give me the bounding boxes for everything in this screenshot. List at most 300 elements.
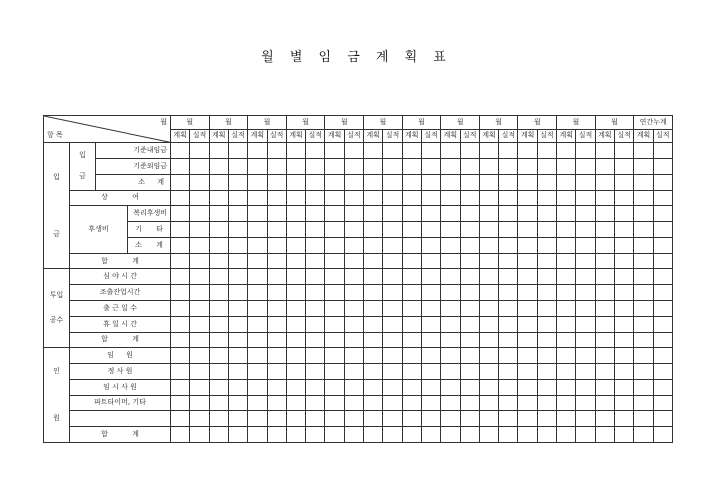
plan-cell[interactable]	[441, 427, 460, 443]
actual-cell[interactable]	[615, 159, 634, 175]
actual-cell[interactable]	[537, 411, 556, 427]
actual-cell[interactable]	[190, 411, 209, 427]
actual-cell[interactable]	[344, 427, 363, 443]
actual-cell[interactable]	[267, 237, 286, 253]
actual-cell[interactable]	[306, 237, 325, 253]
plan-cell[interactable]	[557, 237, 576, 253]
plan-cell[interactable]	[171, 253, 190, 269]
plan-cell[interactable]	[402, 253, 421, 269]
plan-cell[interactable]	[441, 206, 460, 222]
plan-cell[interactable]	[402, 364, 421, 380]
actual-cell[interactable]	[460, 379, 479, 395]
plan-cell[interactable]	[557, 253, 576, 269]
actual-cell[interactable]	[460, 143, 479, 159]
actual-cell[interactable]	[267, 174, 286, 190]
actual-cell[interactable]	[460, 269, 479, 285]
actual-cell[interactable]	[228, 143, 247, 159]
actual-cell[interactable]	[383, 427, 402, 443]
actual-cell[interactable]	[576, 253, 595, 269]
plan-cell[interactable]	[248, 316, 267, 332]
plan-cell[interactable]	[286, 159, 305, 175]
plan-cell[interactable]	[171, 285, 190, 301]
plan-cell[interactable]	[595, 269, 614, 285]
plan-cell[interactable]	[364, 237, 383, 253]
plan-cell[interactable]	[518, 427, 537, 443]
actual-cell[interactable]	[499, 269, 518, 285]
actual-cell[interactable]	[421, 427, 440, 443]
actual-cell[interactable]	[344, 300, 363, 316]
actual-cell[interactable]	[537, 190, 556, 206]
actual-cell[interactable]	[537, 269, 556, 285]
actual-cell[interactable]	[383, 348, 402, 364]
plan-cell[interactable]	[518, 253, 537, 269]
plan-cell[interactable]	[402, 206, 421, 222]
actual-cell[interactable]	[228, 332, 247, 348]
plan-cell[interactable]	[402, 300, 421, 316]
plan-cell[interactable]	[595, 174, 614, 190]
plan-cell[interactable]	[364, 395, 383, 411]
actual-cell[interactable]	[190, 269, 209, 285]
actual-cell[interactable]	[537, 332, 556, 348]
plan-cell[interactable]	[286, 190, 305, 206]
plan-cell[interactable]	[479, 190, 498, 206]
plan-cell[interactable]	[325, 159, 344, 175]
plan-cell[interactable]	[364, 206, 383, 222]
actual-cell[interactable]	[499, 316, 518, 332]
actual-cell[interactable]	[306, 285, 325, 301]
plan-cell[interactable]	[171, 364, 190, 380]
actual-cell[interactable]	[190, 348, 209, 364]
plan-cell[interactable]	[248, 237, 267, 253]
actual-cell[interactable]	[228, 159, 247, 175]
actual-cell[interactable]	[615, 253, 634, 269]
plan-cell[interactable]	[364, 285, 383, 301]
actual-cell[interactable]	[653, 159, 672, 175]
plan-cell[interactable]	[209, 395, 228, 411]
plan-cell[interactable]	[325, 427, 344, 443]
plan-cell[interactable]	[248, 364, 267, 380]
actual-cell[interactable]	[267, 316, 286, 332]
actual-cell[interactable]	[383, 174, 402, 190]
plan-cell[interactable]	[557, 174, 576, 190]
actual-cell[interactable]	[228, 174, 247, 190]
actual-cell[interactable]	[267, 411, 286, 427]
actual-cell[interactable]	[383, 316, 402, 332]
plan-cell[interactable]	[479, 332, 498, 348]
actual-cell[interactable]	[383, 285, 402, 301]
plan-cell[interactable]	[518, 316, 537, 332]
plan-cell[interactable]	[286, 174, 305, 190]
actual-cell[interactable]	[653, 348, 672, 364]
plan-cell[interactable]	[286, 222, 305, 238]
plan-cell[interactable]	[286, 332, 305, 348]
plan-cell[interactable]	[209, 222, 228, 238]
actual-cell[interactable]	[653, 143, 672, 159]
actual-cell[interactable]	[306, 316, 325, 332]
actual-cell[interactable]	[421, 332, 440, 348]
actual-cell[interactable]	[576, 237, 595, 253]
plan-cell[interactable]	[364, 222, 383, 238]
plan-cell[interactable]	[441, 190, 460, 206]
plan-cell[interactable]	[402, 348, 421, 364]
actual-cell[interactable]	[344, 379, 363, 395]
plan-cell[interactable]	[441, 237, 460, 253]
actual-cell[interactable]	[421, 316, 440, 332]
actual-cell[interactable]	[576, 379, 595, 395]
actual-cell[interactable]	[653, 332, 672, 348]
actual-cell[interactable]	[460, 237, 479, 253]
actual-cell[interactable]	[190, 300, 209, 316]
actual-cell[interactable]	[499, 206, 518, 222]
actual-cell[interactable]	[537, 348, 556, 364]
plan-cell[interactable]	[479, 253, 498, 269]
plan-cell[interactable]	[557, 285, 576, 301]
actual-cell[interactable]	[267, 395, 286, 411]
actual-cell[interactable]	[306, 300, 325, 316]
plan-cell[interactable]	[518, 395, 537, 411]
plan-cell[interactable]	[402, 174, 421, 190]
plan-cell[interactable]	[518, 237, 537, 253]
actual-cell[interactable]	[460, 159, 479, 175]
actual-cell[interactable]	[615, 427, 634, 443]
actual-cell[interactable]	[576, 348, 595, 364]
actual-cell[interactable]	[653, 190, 672, 206]
actual-cell[interactable]	[383, 206, 402, 222]
actual-cell[interactable]	[228, 348, 247, 364]
plan-cell[interactable]	[595, 411, 614, 427]
actual-cell[interactable]	[653, 411, 672, 427]
plan-cell[interactable]	[325, 285, 344, 301]
plan-cell[interactable]	[325, 300, 344, 316]
actual-cell[interactable]	[421, 237, 440, 253]
plan-cell[interactable]	[171, 427, 190, 443]
plan-cell[interactable]	[634, 348, 653, 364]
plan-cell[interactable]	[286, 379, 305, 395]
actual-cell[interactable]	[499, 379, 518, 395]
actual-cell[interactable]	[306, 190, 325, 206]
actual-cell[interactable]	[306, 174, 325, 190]
plan-cell[interactable]	[479, 174, 498, 190]
actual-cell[interactable]	[460, 348, 479, 364]
actual-cell[interactable]	[190, 143, 209, 159]
plan-cell[interactable]	[402, 427, 421, 443]
plan-cell[interactable]	[557, 332, 576, 348]
plan-cell[interactable]	[557, 190, 576, 206]
plan-cell[interactable]	[479, 364, 498, 380]
actual-cell[interactable]	[421, 190, 440, 206]
plan-cell[interactable]	[557, 348, 576, 364]
actual-cell[interactable]	[344, 174, 363, 190]
plan-cell[interactable]	[441, 285, 460, 301]
plan-cell[interactable]	[325, 174, 344, 190]
plan-cell[interactable]	[518, 269, 537, 285]
actual-cell[interactable]	[615, 222, 634, 238]
actual-cell[interactable]	[576, 222, 595, 238]
plan-cell[interactable]	[248, 143, 267, 159]
plan-cell[interactable]	[248, 411, 267, 427]
actual-cell[interactable]	[190, 285, 209, 301]
plan-cell[interactable]	[634, 364, 653, 380]
plan-cell[interactable]	[171, 143, 190, 159]
actual-cell[interactable]	[460, 174, 479, 190]
actual-cell[interactable]	[576, 411, 595, 427]
actual-cell[interactable]	[190, 190, 209, 206]
plan-cell[interactable]	[286, 206, 305, 222]
plan-cell[interactable]	[557, 143, 576, 159]
plan-cell[interactable]	[595, 285, 614, 301]
plan-cell[interactable]	[518, 159, 537, 175]
plan-cell[interactable]	[518, 143, 537, 159]
plan-cell[interactable]	[402, 285, 421, 301]
plan-cell[interactable]	[286, 348, 305, 364]
actual-cell[interactable]	[190, 237, 209, 253]
plan-cell[interactable]	[518, 300, 537, 316]
plan-cell[interactable]	[518, 364, 537, 380]
actual-cell[interactable]	[267, 332, 286, 348]
plan-cell[interactable]	[518, 332, 537, 348]
plan-cell[interactable]	[171, 237, 190, 253]
actual-cell[interactable]	[421, 222, 440, 238]
actual-cell[interactable]	[306, 269, 325, 285]
plan-cell[interactable]	[402, 411, 421, 427]
plan-cell[interactable]	[479, 143, 498, 159]
plan-cell[interactable]	[209, 285, 228, 301]
actual-cell[interactable]	[228, 222, 247, 238]
plan-cell[interactable]	[595, 332, 614, 348]
actual-cell[interactable]	[499, 143, 518, 159]
plan-cell[interactable]	[634, 159, 653, 175]
plan-cell[interactable]	[634, 237, 653, 253]
actual-cell[interactable]	[499, 285, 518, 301]
actual-cell[interactable]	[653, 379, 672, 395]
plan-cell[interactable]	[209, 174, 228, 190]
plan-cell[interactable]	[364, 411, 383, 427]
plan-cell[interactable]	[325, 269, 344, 285]
plan-cell[interactable]	[441, 143, 460, 159]
actual-cell[interactable]	[421, 395, 440, 411]
actual-cell[interactable]	[576, 316, 595, 332]
actual-cell[interactable]	[460, 316, 479, 332]
actual-cell[interactable]	[499, 222, 518, 238]
actual-cell[interactable]	[460, 253, 479, 269]
plan-cell[interactable]	[286, 143, 305, 159]
plan-cell[interactable]	[557, 395, 576, 411]
actual-cell[interactable]	[421, 253, 440, 269]
actual-cell[interactable]	[537, 253, 556, 269]
actual-cell[interactable]	[653, 395, 672, 411]
plan-cell[interactable]	[364, 143, 383, 159]
actual-cell[interactable]	[653, 285, 672, 301]
plan-cell[interactable]	[286, 316, 305, 332]
actual-cell[interactable]	[383, 143, 402, 159]
plan-cell[interactable]	[518, 348, 537, 364]
plan-cell[interactable]	[557, 427, 576, 443]
actual-cell[interactable]	[576, 364, 595, 380]
actual-cell[interactable]	[421, 143, 440, 159]
plan-cell[interactable]	[518, 174, 537, 190]
plan-cell[interactable]	[325, 143, 344, 159]
plan-cell[interactable]	[634, 379, 653, 395]
actual-cell[interactable]	[537, 364, 556, 380]
plan-cell[interactable]	[634, 253, 653, 269]
plan-cell[interactable]	[634, 427, 653, 443]
actual-cell[interactable]	[576, 395, 595, 411]
plan-cell[interactable]	[364, 427, 383, 443]
actual-cell[interactable]	[615, 285, 634, 301]
actual-cell[interactable]	[190, 379, 209, 395]
actual-cell[interactable]	[615, 411, 634, 427]
actual-cell[interactable]	[344, 237, 363, 253]
actual-cell[interactable]	[653, 427, 672, 443]
plan-cell[interactable]	[402, 190, 421, 206]
plan-cell[interactable]	[441, 379, 460, 395]
actual-cell[interactable]	[228, 427, 247, 443]
actual-cell[interactable]	[576, 300, 595, 316]
actual-cell[interactable]	[267, 427, 286, 443]
plan-cell[interactable]	[209, 379, 228, 395]
plan-cell[interactable]	[171, 316, 190, 332]
actual-cell[interactable]	[576, 285, 595, 301]
plan-cell[interactable]	[479, 206, 498, 222]
actual-cell[interactable]	[537, 237, 556, 253]
plan-cell[interactable]	[325, 222, 344, 238]
actual-cell[interactable]	[344, 143, 363, 159]
actual-cell[interactable]	[653, 300, 672, 316]
plan-cell[interactable]	[171, 222, 190, 238]
plan-cell[interactable]	[441, 395, 460, 411]
plan-cell[interactable]	[402, 237, 421, 253]
actual-cell[interactable]	[306, 206, 325, 222]
actual-cell[interactable]	[228, 395, 247, 411]
actual-cell[interactable]	[615, 332, 634, 348]
plan-cell[interactable]	[441, 174, 460, 190]
actual-cell[interactable]	[499, 174, 518, 190]
actual-cell[interactable]	[306, 395, 325, 411]
plan-cell[interactable]	[209, 237, 228, 253]
plan-cell[interactable]	[441, 300, 460, 316]
plan-cell[interactable]	[634, 395, 653, 411]
plan-cell[interactable]	[364, 269, 383, 285]
plan-cell[interactable]	[248, 427, 267, 443]
actual-cell[interactable]	[383, 364, 402, 380]
actual-cell[interactable]	[228, 253, 247, 269]
plan-cell[interactable]	[557, 364, 576, 380]
plan-cell[interactable]	[634, 411, 653, 427]
plan-cell[interactable]	[209, 159, 228, 175]
plan-cell[interactable]	[557, 300, 576, 316]
plan-cell[interactable]	[441, 269, 460, 285]
plan-cell[interactable]	[441, 222, 460, 238]
actual-cell[interactable]	[421, 206, 440, 222]
actual-cell[interactable]	[421, 159, 440, 175]
actual-cell[interactable]	[460, 190, 479, 206]
actual-cell[interactable]	[344, 348, 363, 364]
plan-cell[interactable]	[595, 379, 614, 395]
actual-cell[interactable]	[306, 364, 325, 380]
plan-cell[interactable]	[441, 348, 460, 364]
plan-cell[interactable]	[634, 143, 653, 159]
actual-cell[interactable]	[267, 159, 286, 175]
actual-cell[interactable]	[653, 206, 672, 222]
plan-cell[interactable]	[209, 427, 228, 443]
plan-cell[interactable]	[595, 348, 614, 364]
plan-cell[interactable]	[286, 395, 305, 411]
actual-cell[interactable]	[383, 222, 402, 238]
actual-cell[interactable]	[267, 253, 286, 269]
actual-cell[interactable]	[653, 253, 672, 269]
actual-cell[interactable]	[267, 364, 286, 380]
plan-cell[interactable]	[479, 427, 498, 443]
plan-cell[interactable]	[402, 316, 421, 332]
plan-cell[interactable]	[518, 379, 537, 395]
actual-cell[interactable]	[228, 206, 247, 222]
plan-cell[interactable]	[286, 269, 305, 285]
plan-cell[interactable]	[402, 269, 421, 285]
plan-cell[interactable]	[634, 285, 653, 301]
plan-cell[interactable]	[209, 300, 228, 316]
plan-cell[interactable]	[248, 174, 267, 190]
plan-cell[interactable]	[479, 395, 498, 411]
plan-cell[interactable]	[325, 253, 344, 269]
actual-cell[interactable]	[190, 222, 209, 238]
actual-cell[interactable]	[653, 364, 672, 380]
actual-cell[interactable]	[344, 364, 363, 380]
actual-cell[interactable]	[383, 159, 402, 175]
plan-cell[interactable]	[479, 348, 498, 364]
actual-cell[interactable]	[537, 159, 556, 175]
plan-cell[interactable]	[557, 222, 576, 238]
plan-cell[interactable]	[595, 237, 614, 253]
plan-cell[interactable]	[171, 379, 190, 395]
plan-cell[interactable]	[402, 332, 421, 348]
plan-cell[interactable]	[248, 395, 267, 411]
actual-cell[interactable]	[615, 316, 634, 332]
actual-cell[interactable]	[576, 143, 595, 159]
actual-cell[interactable]	[499, 411, 518, 427]
plan-cell[interactable]	[518, 285, 537, 301]
actual-cell[interactable]	[615, 300, 634, 316]
plan-cell[interactable]	[248, 206, 267, 222]
actual-cell[interactable]	[306, 143, 325, 159]
actual-cell[interactable]	[499, 427, 518, 443]
plan-cell[interactable]	[364, 190, 383, 206]
actual-cell[interactable]	[267, 143, 286, 159]
actual-cell[interactable]	[190, 427, 209, 443]
plan-cell[interactable]	[286, 427, 305, 443]
actual-cell[interactable]	[306, 348, 325, 364]
plan-cell[interactable]	[171, 332, 190, 348]
plan-cell[interactable]	[518, 190, 537, 206]
plan-cell[interactable]	[479, 159, 498, 175]
actual-cell[interactable]	[344, 206, 363, 222]
plan-cell[interactable]	[286, 411, 305, 427]
actual-cell[interactable]	[460, 285, 479, 301]
actual-cell[interactable]	[190, 364, 209, 380]
plan-cell[interactable]	[479, 285, 498, 301]
plan-cell[interactable]	[325, 348, 344, 364]
actual-cell[interactable]	[499, 159, 518, 175]
actual-cell[interactable]	[344, 222, 363, 238]
plan-cell[interactable]	[325, 316, 344, 332]
actual-cell[interactable]	[499, 395, 518, 411]
plan-cell[interactable]	[171, 269, 190, 285]
plan-cell[interactable]	[209, 348, 228, 364]
actual-cell[interactable]	[615, 174, 634, 190]
plan-cell[interactable]	[171, 411, 190, 427]
actual-cell[interactable]	[306, 253, 325, 269]
actual-cell[interactable]	[267, 206, 286, 222]
plan-cell[interactable]	[402, 159, 421, 175]
